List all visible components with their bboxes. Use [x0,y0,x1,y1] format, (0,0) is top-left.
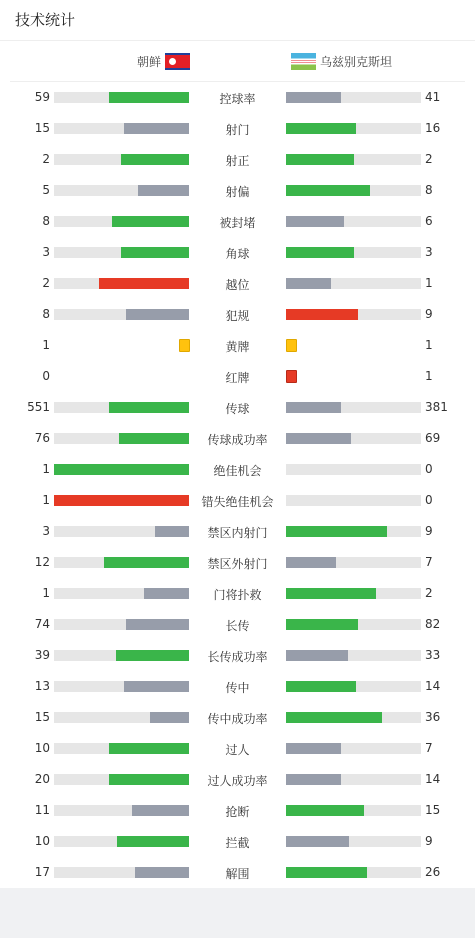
away-bar-track [286,402,421,413]
stat-label: 越位 [225,278,250,292]
stat-label: 禁区内射门 [207,526,268,540]
away-value: 3 [425,245,433,259]
home-bar-track [54,278,189,289]
home-value: 8 [42,307,50,321]
away-value: 15 [425,803,441,817]
away-bar-track [286,433,421,444]
home-bar-track [54,464,189,475]
home-bar [112,216,189,227]
stat-row [0,640,475,671]
stat-row [0,82,475,113]
away-bar [286,712,382,723]
away-value: 26 [425,865,441,879]
stat-label: 错失绝佳机会 [201,495,274,509]
home-value: 1 [42,338,50,352]
home-bar-track [54,92,189,103]
stat-label: 被封堵 [219,216,256,230]
home-value: 1 [42,462,50,476]
away-bar [286,309,358,320]
away-bar [286,867,367,878]
away-value: 9 [425,307,433,321]
away-value: 1 [425,276,433,290]
away-bar [286,681,356,692]
home-value: 551 [27,400,50,414]
home-team-name: 朝鲜 [136,55,161,69]
stat-label: 角球 [225,247,250,261]
away-value: 2 [425,586,433,600]
stat-row [0,826,475,857]
home-value: 3 [42,245,50,259]
home-value: 2 [42,152,50,166]
stat-row [0,764,475,795]
home-bar-track [54,309,189,320]
away-value: 381 [425,400,448,414]
yellow-card-icon [179,339,190,352]
away-value: 0 [425,462,433,476]
home-bar-track [54,123,189,134]
away-value: 6 [425,214,433,228]
away-value: 9 [425,834,433,848]
away-bar [286,526,387,537]
red-card-icon [286,370,297,383]
uzbekistan-flag-icon [291,53,316,70]
home-bar-track [54,774,189,785]
away-value: 9 [425,524,433,538]
home-bar-track [54,247,189,258]
home-bar [144,588,189,599]
home-value: 1 [42,586,50,600]
home-bar-track [54,495,189,506]
stat-row [0,857,475,888]
section-title: 技术统计 [0,0,475,41]
home-value: 39 [34,648,50,662]
home-bar-track [54,619,189,630]
stat-row [0,361,475,392]
stat-row [0,175,475,206]
stat-row [0,299,475,330]
home-value: 13 [34,679,50,693]
home-bar-track [54,216,189,227]
home-value: 15 [34,121,50,135]
away-bar [286,588,376,599]
away-bar [286,619,358,630]
away-bar-track [286,526,421,537]
stat-label: 传球 [225,402,250,416]
home-value: 15 [34,710,50,724]
home-bar-track [54,588,189,599]
away-bar-track [286,495,421,506]
home-bar-track [54,557,189,568]
home-value: 17 [34,865,50,879]
stat-row [0,454,475,485]
away-bar [286,743,341,754]
stat-label: 射偏 [225,185,250,199]
home-value: 0 [42,369,50,383]
away-bar-track [286,185,421,196]
away-value: 7 [425,555,433,569]
away-value: 0 [425,493,433,507]
away-value: 41 [425,90,441,104]
home-bar [150,712,189,723]
away-bar-track [286,774,421,785]
away-bar-track [286,743,421,754]
home-bar [109,402,189,413]
home-bar-track [54,743,189,754]
stat-row [0,733,475,764]
home-bar [132,805,189,816]
away-bar [286,557,336,568]
stat-label: 射正 [225,154,250,168]
stat-row [0,423,475,454]
stat-label: 犯规 [225,309,250,323]
stat-row [0,237,475,268]
away-bar [286,185,370,196]
home-bar [104,557,189,568]
away-value: 14 [425,679,441,693]
away-bar-track [286,464,421,475]
home-value: 59 [34,90,50,104]
home-value: 10 [34,741,50,755]
away-bar-track [286,681,421,692]
home-bar-track [54,402,189,413]
away-bar [286,805,364,816]
away-bar [286,92,341,103]
stat-row [0,702,475,733]
home-value: 5 [42,183,50,197]
home-bar-track [54,185,189,196]
away-bar [286,836,349,847]
stat-row [0,206,475,237]
teams-header [10,41,465,82]
stat-row [0,671,475,702]
stat-label: 传中 [225,681,250,695]
away-value: 69 [425,431,441,445]
away-bar-track [286,247,421,258]
stat-label: 黄牌 [225,340,250,354]
home-value: 12 [34,555,50,569]
away-value: 1 [425,369,433,383]
home-bar [54,495,189,506]
away-value: 2 [425,152,433,166]
away-bar-track [286,619,421,630]
away-bar [286,774,341,785]
away-bar-track [286,309,421,320]
away-bar-track [286,557,421,568]
stat-label: 拦截 [225,836,250,850]
away-value: 16 [425,121,441,135]
away-value: 1 [425,338,433,352]
stat-label: 抢断 [225,805,250,819]
stat-label: 过人 [225,743,250,757]
home-bar-track [54,805,189,816]
away-bar-track [286,278,421,289]
stat-row [0,330,475,361]
stat-row [0,144,475,175]
away-bar-track [286,588,421,599]
away-bar-track [286,712,421,723]
home-bar-track [54,526,189,537]
home-bar [121,247,189,258]
home-bar-track [54,712,189,723]
away-bar [286,123,356,134]
away-bar [286,154,354,165]
stat-row [0,547,475,578]
away-value: 8 [425,183,433,197]
stat-label: 解围 [225,867,250,881]
home-bar [121,154,189,165]
home-bar [135,867,189,878]
home-value: 1 [42,493,50,507]
home-team [137,53,190,70]
home-bar [109,92,189,103]
stat-row [0,113,475,144]
stat-label: 传球成功率 [207,433,268,447]
home-value: 76 [34,431,50,445]
home-bar [54,464,189,475]
away-bar-track [286,836,421,847]
home-bar-track [54,867,189,878]
stat-row [0,392,475,423]
away-team [291,53,392,70]
stat-label: 长传成功率 [207,650,268,664]
home-bar [124,123,189,134]
home-bar-track [54,650,189,661]
stat-label: 射门 [225,123,250,137]
away-value: 7 [425,741,433,755]
home-bar [119,433,189,444]
stats-list [0,82,475,888]
away-team-name: 乌兹别克斯坦 [320,55,393,69]
away-bar [286,247,354,258]
away-bar [286,433,351,444]
home-value: 74 [34,617,50,631]
stat-row [0,516,475,547]
home-value: 20 [34,772,50,786]
stat-label: 禁区外射门 [207,557,268,571]
home-bar [116,650,189,661]
north-korea-flag-icon [165,53,190,70]
away-bar-track [286,867,421,878]
home-value: 11 [34,803,50,817]
home-bar-track [54,681,189,692]
home-value: 10 [34,834,50,848]
stat-label: 过人成功率 [207,774,268,788]
yellow-card-icon [286,339,297,352]
stat-row [0,795,475,826]
home-bar-track [54,154,189,165]
away-value: 33 [425,648,441,662]
away-value: 14 [425,772,441,786]
away-bar-track [286,216,421,227]
away-bar [286,650,348,661]
home-value: 8 [42,214,50,228]
home-bar [109,774,189,785]
home-bar-track [54,433,189,444]
home-bar [124,681,189,692]
away-bar-track [286,805,421,816]
stat-label: 控球率 [219,92,256,106]
home-bar [138,185,189,196]
home-bar [117,836,189,847]
stat-row [0,485,475,516]
away-bar [286,402,341,413]
stat-row [0,609,475,640]
stat-label: 长传 [225,619,250,633]
away-bar [286,216,344,227]
away-bar-track [286,650,421,661]
stat-row [0,268,475,299]
home-value: 3 [42,524,50,538]
away-bar [286,278,331,289]
away-bar-track [286,123,421,134]
stat-label: 红牌 [225,371,250,385]
home-bar [155,526,189,537]
home-bar [126,309,189,320]
home-bar-track [54,836,189,847]
away-bar-track [286,154,421,165]
home-bar [109,743,189,754]
home-bar [126,619,189,630]
stat-label: 绝佳机会 [213,464,262,478]
stat-row [0,578,475,609]
away-value: 82 [425,617,441,631]
stat-label: 传中成功率 [207,712,268,726]
home-value: 2 [42,276,50,290]
home-bar [99,278,189,289]
stat-label: 门将扑救 [213,588,262,602]
away-value: 36 [425,710,441,724]
away-bar-track [286,92,421,103]
